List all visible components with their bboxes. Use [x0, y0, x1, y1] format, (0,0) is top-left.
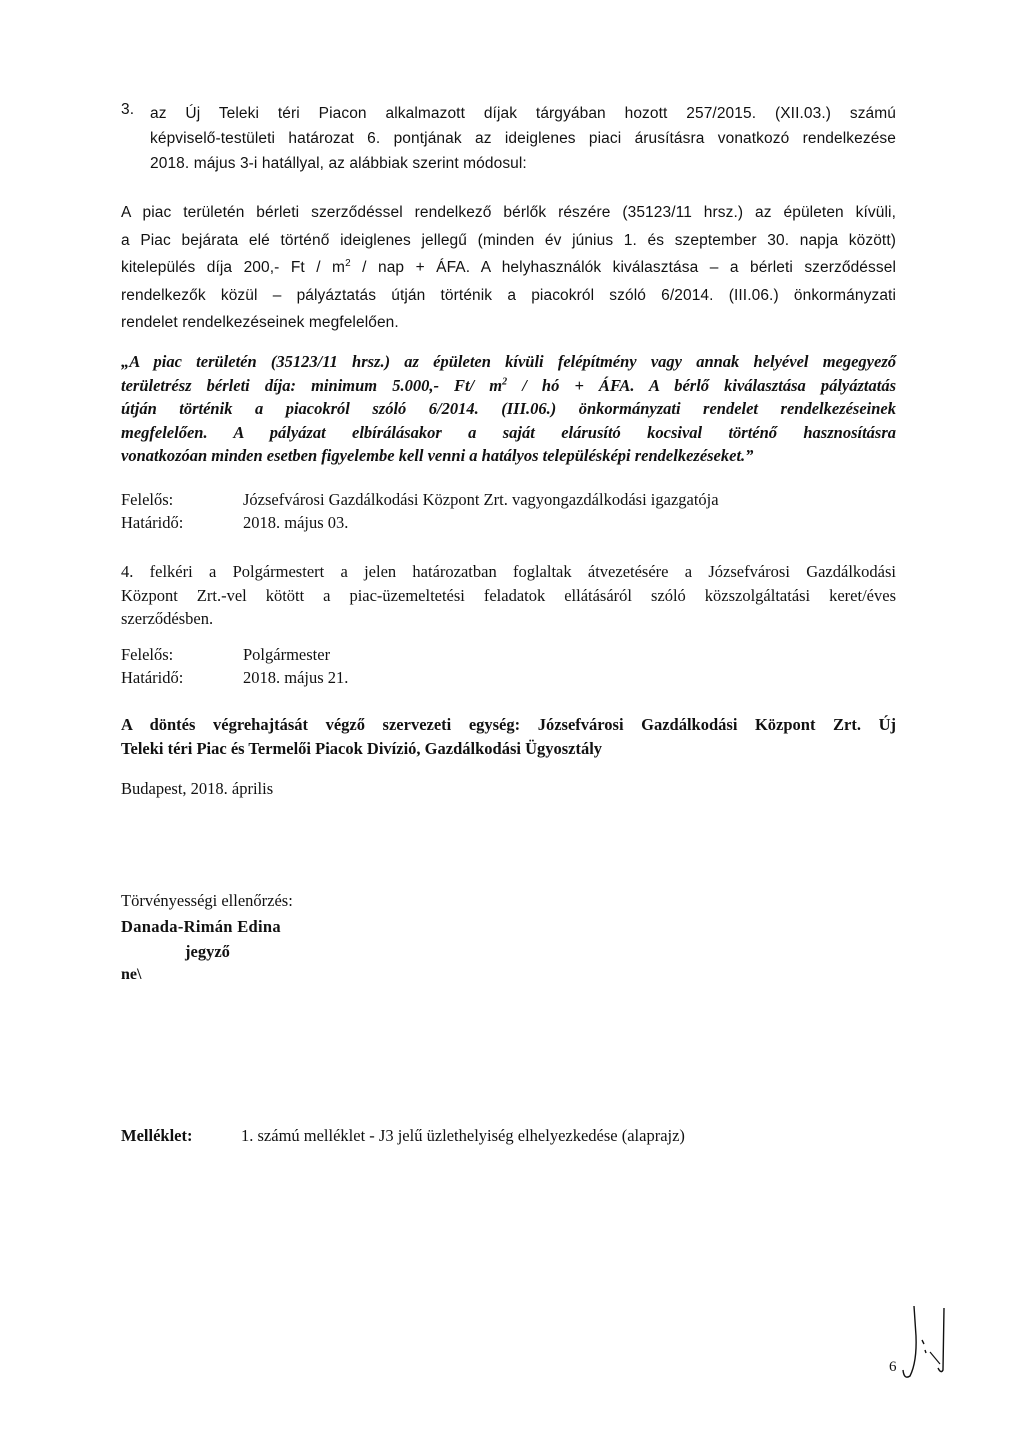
felelos-value: Józsefvárosi Gazdálkodási Központ Zrt. vagyongazdálkodási igazgatója: [243, 490, 719, 509]
handwritten-initials: [900, 1300, 960, 1380]
new-rule-line: „A piac területén (35123/11 hrsz.) az épületen kívüli felépítmény vagy annak helyével megegyező: [121, 352, 896, 371]
new-rule-line: útján történik a piacokról szóló 6/2014. (III.06.) önkormányzati rendelet rendelkezéseinek: [121, 399, 896, 418]
legality-title: jegyző: [185, 942, 230, 961]
section3-line: 2018. május 3-i hatállyal, az alábbiak szerint módosul:: [150, 155, 527, 172]
attachment-row: [121, 1126, 685, 1146]
hatarido-row: [121, 666, 896, 689]
felelos-row: [121, 643, 896, 666]
section3-line: képviselő-testületi határozat 6. pontjának az ideiglenes piaci árusításra vonatkozó rendelkezése: [150, 130, 896, 147]
initials-stroke: [903, 1306, 916, 1377]
executor-line: Teleki téri Piac és Termelői Piacok Divízió, Gazdálkodási Ügyosztály: [121, 738, 603, 758]
section4-line: 4. felkéri a Polgármestert a jelen határozatban foglaltak átvezetésére a Józsefvárosi Gazdálkodási: [121, 562, 896, 581]
page-number: 6: [889, 1359, 897, 1375]
attachment-label: Melléklet:: [121, 1126, 193, 1145]
legality-label: Törvényességi ellenőrzés:: [121, 891, 293, 910]
old-rule-line: A piac területén bérleti szerződéssel rendelkező bérlők részére (35123/11 hrsz.) az épületen kívüli,: [121, 204, 896, 221]
initials-stroke: [922, 1340, 926, 1353]
responsibility-block-1: [121, 488, 896, 534]
executor-line: A döntés végrehajtását végző szervezeti egység: Józsefvárosi Gazdálkodási Központ Zrt. Új: [121, 715, 896, 734]
felelos-row: [121, 488, 896, 511]
legality-fragment: ne\: [121, 966, 142, 983]
executor-text: [121, 713, 896, 760]
old-rule-text: [121, 199, 896, 337]
hatarido-label: Határidő:: [121, 668, 184, 687]
section3-text: [150, 101, 896, 176]
section4-text: [121, 560, 896, 631]
section3-line: az Új Teleki téri Piacon alkalmazott díjak tárgyában hozott 257/2015. (XII.03.) számú: [150, 105, 896, 122]
felelos-label: Felelős:: [121, 490, 174, 509]
new-rule-text: [121, 350, 896, 468]
old-rule-line: rendelet rendelkezéseinek megfelelően.: [121, 314, 399, 331]
new-rule-line: területrész bérleti díja: minimum 5.000,- Ft/ $m^2$ / hó + ÁFA. A bérlő kiválasztása pályáztatás: [121, 375, 896, 395]
place-date: Budapest, 2018. április: [121, 779, 274, 798]
section3-number: 3.: [121, 101, 135, 118]
old-rule-line: kitelepülés díja 200,- Ft / $m^2$ / nap + ÁFA. A helyhasználók kiválasztása – a bérleti szerződéssel: [121, 257, 896, 276]
section4-line: szerződésben.: [121, 609, 214, 628]
hatarido-value: 2018. május 21.: [243, 668, 349, 687]
attachment-value: 1. számú melléklet - J3 jelű üzlethelyiség elhelyezkedése (alaprajz): [241, 1126, 685, 1145]
old-rule-line: a Piac bejárata elé történő ideiglenes jellegű (minden év június 1. és szeptember 30. napja között): [121, 231, 896, 249]
initials-stroke: [930, 1352, 940, 1364]
old-rule-line: rendelkezők közül – pályáztatás útján történik a piacokról szóló 6/2014. (III.06.) önkormányzati: [121, 286, 896, 304]
responsibility-block-2: [121, 643, 896, 689]
new-rule-line: megfelelően. A pályázat elbírálásakor a saját elárusító kocsival történő hasznosításra: [121, 422, 896, 442]
felelos-label: Felelős:: [121, 645, 174, 664]
hatarido-value: 2018. május 03.: [243, 513, 349, 532]
new-rule-line: vonatkozóan minden esetben figyelembe kell venni a hatályos településképi rendelkezéseket.”: [121, 446, 754, 465]
hatarido-row: [121, 511, 896, 534]
section4-line: Központ Zrt.-vel kötött a piac-üzemeltetési feladatok ellátásáról szóló közszolgáltatási keret/éves: [121, 585, 896, 605]
felelos-value: Polgármester: [243, 645, 331, 664]
legality-name: Danada-Rimán Edina: [121, 917, 281, 936]
hatarido-label: Határidő:: [121, 513, 184, 532]
